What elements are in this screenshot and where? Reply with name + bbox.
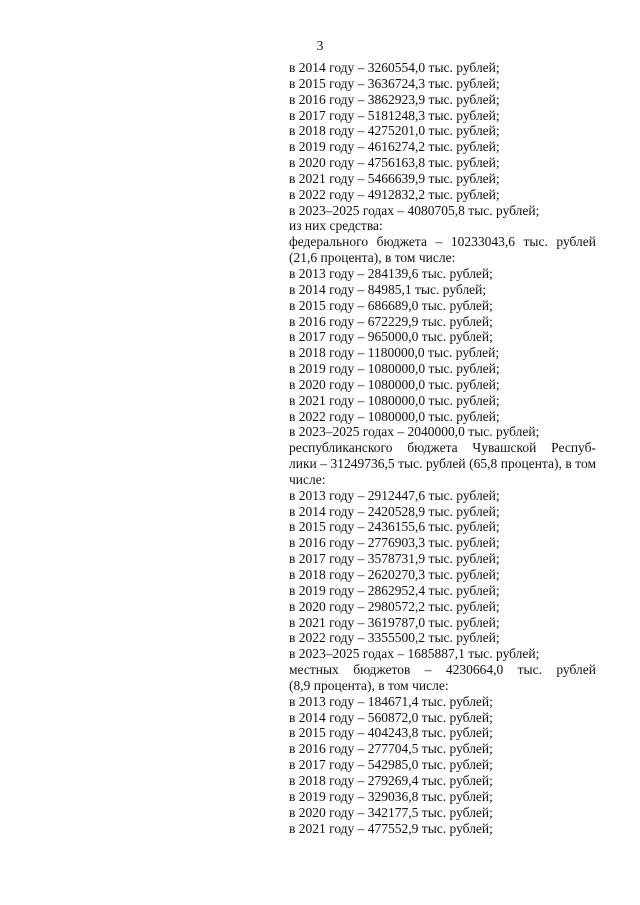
list-item: в 2013 году – 2912447,6 тыс. рублей; [289,487,500,503]
list-item: в 2015 году – 2436155,6 тыс. рублей; [289,519,500,535]
list-item: в 2017 году – 5181248,3 тыс. рублей; [289,107,500,123]
list-item: в 2017 году – 965000,0 тыс. рублей; [289,329,493,345]
list-item: в 2016 году – 672229,9 тыс. рублей; [289,313,493,329]
list-item: в 2020 году – 2980572,2 тыс. рублей; [289,598,500,614]
list-item: в 2016 году – 277704,5 тыс. рублей; [289,741,493,757]
list-item: в 2022 году – 1080000,0 тыс. рублей; [289,408,500,424]
total-by-year-list [289,60,596,234]
list-item: в 2016 году – 3862923,9 тыс. рублей; [289,91,500,107]
federal-budget-heading-cont: (21,6 процента), в том числе: [289,250,456,266]
list-item: в 2019 году – 2862952,4 тыс. рублей; [289,582,500,598]
list-item: в 2018 году – 2620270,3 тыс. рублей; [289,567,500,582]
list-item: из них средства: [289,218,383,234]
document-body [289,60,596,836]
list-item: в 2020 году – 1080000,0 тыс. рублей; [289,376,500,392]
list-item: в 2022 году – 3355500,2 тыс. рублей; [289,630,500,646]
list-item: в 2022 году – 4912832,2 тыс. рублей; [289,186,500,202]
list-item: в 2013 году – 284139,6 тыс. рублей; [289,265,493,281]
list-item: в 2019 году – 4616274,2 тыс. рублей; [289,139,500,155]
list-item: в 2018 году – 1180000,0 тыс. рублей; [289,345,500,361]
federal-budget-heading: федерального бюджета – 10233043,6 тыс. рублей [289,234,596,250]
list-item: в 2018 году – 4275201,0 тыс. рублей; [289,123,500,139]
republic-budget-heading-cont: лики – 31249736,5 тыс. рублей (65,8 процента), в том [289,456,596,472]
list-item: в 2020 году – 342177,5 тыс. рублей; [289,804,493,820]
page-number: 3 [316,38,324,53]
list-item: в 2013 году – 184671,4 тыс. рублей; [289,693,493,709]
local-budget-heading: местных бюджетов – 4230664,0 тыс. рублей [289,662,596,678]
republic-budget-by-year-list [289,488,596,662]
list-item: в 2023–2025 годах – 4080705,8 тыс. рублей; [289,202,540,218]
list-item: в 2020 году – 4756163,8 тыс. рублей; [289,155,500,171]
federal-budget-by-year-list [289,266,596,440]
list-item: в 2023–2025 годах – 2040000,0 тыс. рублей; [289,424,540,440]
list-item: в 2015 году – 3636724,3 тыс. рублей; [289,75,500,91]
list-item: в 2015 году – 404243,8 тыс. рублей; [289,725,493,741]
local-budget-heading-cont: (8,9 процента), в том числе: [289,677,449,693]
list-item: в 2015 году – 686689,0 тыс. рублей; [289,297,493,313]
list-item: в 2018 году – 279269,4 тыс. рублей; [289,772,493,788]
list-item: в 2014 году – 3260554,0 тыс. рублей; [289,60,500,75]
list-item: в 2021 году – 3619787,0 тыс. рублей; [289,614,500,630]
list-item: в 2014 году – 560872,0 тыс. рублей; [289,709,493,725]
list-item: в 2023–2025 годах – 1685887,1 тыс. рублей; [289,646,540,662]
list-item: в 2014 году – 84985,1 тыс. рублей; [289,281,487,297]
republic-budget-heading: республиканского бюджета Чувашской Респуб- [289,440,596,456]
local-budget-by-year-list [289,694,596,837]
list-item: в 2021 году – 1080000,0 тыс. рублей; [289,392,500,408]
list-item: в 2017 году – 3578731,9 тыс. рублей; [289,551,500,567]
list-item: в 2019 году – 1080000,0 тыс. рублей; [289,361,500,377]
list-item: в 2017 году – 542985,0 тыс. рублей; [289,757,493,773]
list-item: в 2021 году – 477552,9 тыс. рублей; [289,820,493,836]
republic-budget-heading-end: числе: [289,471,326,487]
list-item: в 2021 году – 5466639,9 тыс. рублей; [289,170,500,186]
list-item: в 2016 году – 2776903,3 тыс. рублей; [289,535,500,551]
list-item: в 2019 году – 329036,8 тыс. рублей; [289,788,493,804]
list-item: в 2014 году – 2420528,9 тыс. рублей; [289,503,500,519]
